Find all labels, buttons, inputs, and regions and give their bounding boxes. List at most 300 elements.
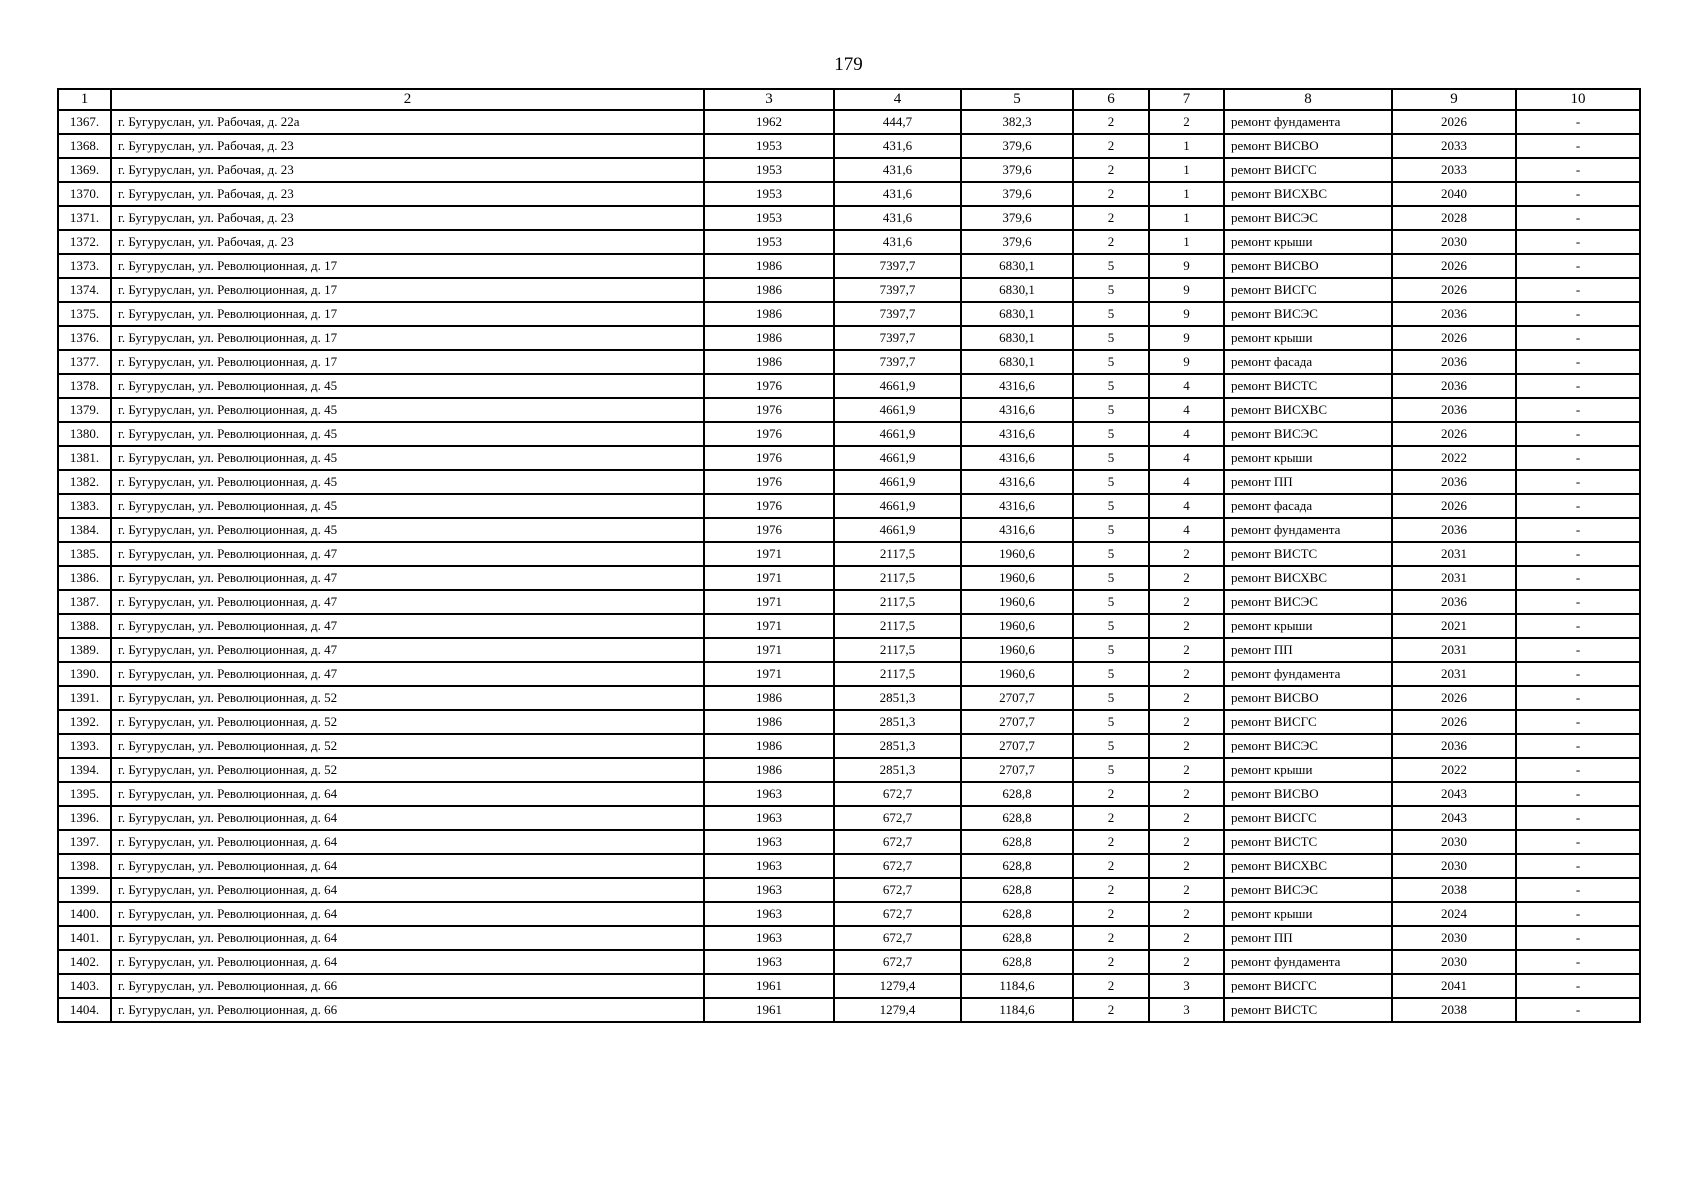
header-col-8: 8 bbox=[1224, 89, 1392, 110]
planned-year-cell: 2036 bbox=[1392, 398, 1516, 422]
address-cell: г. Бугуруслан, ул. Революционная, д. 47 bbox=[111, 662, 704, 686]
table-header-row bbox=[58, 89, 1640, 110]
planned-year-cell: 2028 bbox=[1392, 206, 1516, 230]
total-area-cell: 4661,9 bbox=[834, 422, 961, 446]
work-type-cell: ремонт крыши bbox=[1224, 902, 1392, 926]
header-col-7: 7 bbox=[1149, 89, 1224, 110]
floors-cell: 5 bbox=[1073, 662, 1149, 686]
address-cell: г. Бугуруслан, ул. Революционная, д. 66 bbox=[111, 974, 704, 998]
table-row bbox=[58, 350, 1640, 374]
build-year-cell: 1953 bbox=[704, 182, 834, 206]
planned-year-cell: 2026 bbox=[1392, 254, 1516, 278]
build-year-cell: 1963 bbox=[704, 902, 834, 926]
build-year-cell: 1971 bbox=[704, 566, 834, 590]
living-area-cell: 628,8 bbox=[961, 830, 1073, 854]
address-cell: г. Бугуруслан, ул. Рабочая, д. 23 bbox=[111, 134, 704, 158]
total-area-cell: 7397,7 bbox=[834, 278, 961, 302]
work-type-cell: ремонт ВИСГС bbox=[1224, 974, 1392, 998]
planned-year-cell: 2033 bbox=[1392, 134, 1516, 158]
work-type-cell: ремонт крыши bbox=[1224, 758, 1392, 782]
table-row bbox=[58, 470, 1640, 494]
floors-cell: 5 bbox=[1073, 422, 1149, 446]
entrances-cell: 2 bbox=[1149, 542, 1224, 566]
address-cell: г. Бугуруслан, ул. Революционная, д. 64 bbox=[111, 902, 704, 926]
floors-cell: 5 bbox=[1073, 638, 1149, 662]
table-row bbox=[58, 734, 1640, 758]
entrances-cell: 2 bbox=[1149, 686, 1224, 710]
row-number-cell: 1371. bbox=[58, 206, 111, 230]
build-year-cell: 1963 bbox=[704, 950, 834, 974]
floors-cell: 5 bbox=[1073, 278, 1149, 302]
note-cell: - bbox=[1516, 326, 1640, 350]
entrances-cell: 1 bbox=[1149, 230, 1224, 254]
living-area-cell: 2707,7 bbox=[961, 710, 1073, 734]
build-year-cell: 1986 bbox=[704, 758, 834, 782]
row-number-cell: 1404. bbox=[58, 998, 111, 1022]
address-cell: г. Бугуруслан, ул. Революционная, д. 52 bbox=[111, 734, 704, 758]
note-cell: - bbox=[1516, 734, 1640, 758]
work-type-cell: ремонт фундамента bbox=[1224, 110, 1392, 134]
table-body bbox=[58, 110, 1640, 1022]
floors-cell: 5 bbox=[1073, 614, 1149, 638]
living-area-cell: 4316,6 bbox=[961, 374, 1073, 398]
note-cell: - bbox=[1516, 878, 1640, 902]
row-number-cell: 1380. bbox=[58, 422, 111, 446]
planned-year-cell: 2036 bbox=[1392, 590, 1516, 614]
build-year-cell: 1963 bbox=[704, 830, 834, 854]
table-row bbox=[58, 566, 1640, 590]
work-type-cell: ремонт ВИСВО bbox=[1224, 134, 1392, 158]
total-area-cell: 2117,5 bbox=[834, 638, 961, 662]
entrances-cell: 4 bbox=[1149, 494, 1224, 518]
note-cell: - bbox=[1516, 662, 1640, 686]
address-cell: г. Бугуруслан, ул. Революционная, д. 64 bbox=[111, 878, 704, 902]
build-year-cell: 1963 bbox=[704, 878, 834, 902]
table-row bbox=[58, 854, 1640, 878]
row-number-cell: 1387. bbox=[58, 590, 111, 614]
address-cell: г. Бугуруслан, ул. Революционная, д. 47 bbox=[111, 542, 704, 566]
address-cell: г. Бугуруслан, ул. Революционная, д. 17 bbox=[111, 254, 704, 278]
table-row bbox=[58, 614, 1640, 638]
floors-cell: 2 bbox=[1073, 830, 1149, 854]
living-area-cell: 4316,6 bbox=[961, 494, 1073, 518]
address-cell: г. Бугуруслан, ул. Революционная, д. 45 bbox=[111, 374, 704, 398]
table-row bbox=[58, 182, 1640, 206]
row-number-cell: 1379. bbox=[58, 398, 111, 422]
floors-cell: 5 bbox=[1073, 590, 1149, 614]
living-area-cell: 1960,6 bbox=[961, 566, 1073, 590]
row-number-cell: 1395. bbox=[58, 782, 111, 806]
entrances-cell: 2 bbox=[1149, 878, 1224, 902]
build-year-cell: 1971 bbox=[704, 614, 834, 638]
table-row bbox=[58, 494, 1640, 518]
total-area-cell: 4661,9 bbox=[834, 398, 961, 422]
planned-year-cell: 2021 bbox=[1392, 614, 1516, 638]
work-type-cell: ремонт ВИСЭС bbox=[1224, 422, 1392, 446]
total-area-cell: 672,7 bbox=[834, 878, 961, 902]
planned-year-cell: 2031 bbox=[1392, 542, 1516, 566]
note-cell: - bbox=[1516, 590, 1640, 614]
planned-year-cell: 2038 bbox=[1392, 998, 1516, 1022]
living-area-cell: 379,6 bbox=[961, 182, 1073, 206]
entrances-cell: 4 bbox=[1149, 374, 1224, 398]
living-area-cell: 4316,6 bbox=[961, 398, 1073, 422]
build-year-cell: 1953 bbox=[704, 134, 834, 158]
planned-year-cell: 2022 bbox=[1392, 446, 1516, 470]
table-row bbox=[58, 542, 1640, 566]
row-number-cell: 1391. bbox=[58, 686, 111, 710]
total-area-cell: 4661,9 bbox=[834, 518, 961, 542]
planned-year-cell: 2043 bbox=[1392, 806, 1516, 830]
table-row bbox=[58, 134, 1640, 158]
planned-year-cell: 2036 bbox=[1392, 374, 1516, 398]
work-type-cell: ремонт ПП bbox=[1224, 926, 1392, 950]
total-area-cell: 7397,7 bbox=[834, 254, 961, 278]
entrances-cell: 4 bbox=[1149, 398, 1224, 422]
note-cell: - bbox=[1516, 278, 1640, 302]
planned-year-cell: 2033 bbox=[1392, 158, 1516, 182]
total-area-cell: 1279,4 bbox=[834, 974, 961, 998]
address-cell: г. Бугуруслан, ул. Революционная, д. 17 bbox=[111, 350, 704, 374]
work-type-cell: ремонт ВИСЭС bbox=[1224, 302, 1392, 326]
address-cell: г. Бугуруслан, ул. Революционная, д. 47 bbox=[111, 566, 704, 590]
work-type-cell: ремонт фасада bbox=[1224, 350, 1392, 374]
planned-year-cell: 2036 bbox=[1392, 302, 1516, 326]
build-year-cell: 1986 bbox=[704, 278, 834, 302]
floors-cell: 5 bbox=[1073, 542, 1149, 566]
note-cell: - bbox=[1516, 902, 1640, 926]
row-number-cell: 1385. bbox=[58, 542, 111, 566]
table-row bbox=[58, 974, 1640, 998]
planned-year-cell: 2026 bbox=[1392, 278, 1516, 302]
note-cell: - bbox=[1516, 710, 1640, 734]
work-type-cell: ремонт ВИСТС bbox=[1224, 542, 1392, 566]
table-row bbox=[58, 830, 1640, 854]
total-area-cell: 431,6 bbox=[834, 206, 961, 230]
note-cell: - bbox=[1516, 110, 1640, 134]
planned-year-cell: 2024 bbox=[1392, 902, 1516, 926]
work-type-cell: ремонт фундамента bbox=[1224, 518, 1392, 542]
entrances-cell: 4 bbox=[1149, 446, 1224, 470]
address-cell: г. Бугуруслан, ул. Революционная, д. 45 bbox=[111, 470, 704, 494]
work-type-cell: ремонт ВИСТС bbox=[1224, 830, 1392, 854]
work-type-cell: ремонт ВИСЭС bbox=[1224, 590, 1392, 614]
row-number-cell: 1402. bbox=[58, 950, 111, 974]
living-area-cell: 1184,6 bbox=[961, 998, 1073, 1022]
row-number-cell: 1373. bbox=[58, 254, 111, 278]
floors-cell: 2 bbox=[1073, 782, 1149, 806]
note-cell: - bbox=[1516, 446, 1640, 470]
address-cell: г. Бугуруслан, ул. Революционная, д. 52 bbox=[111, 686, 704, 710]
row-number-cell: 1389. bbox=[58, 638, 111, 662]
total-area-cell: 2851,3 bbox=[834, 686, 961, 710]
row-number-cell: 1393. bbox=[58, 734, 111, 758]
living-area-cell: 628,8 bbox=[961, 902, 1073, 926]
table-row bbox=[58, 230, 1640, 254]
work-type-cell: ремонт ВИСХВС bbox=[1224, 854, 1392, 878]
living-area-cell: 382,3 bbox=[961, 110, 1073, 134]
planned-year-cell: 2036 bbox=[1392, 350, 1516, 374]
row-number-cell: 1388. bbox=[58, 614, 111, 638]
work-type-cell: ремонт ВИСВО bbox=[1224, 254, 1392, 278]
work-type-cell: ремонт ВИСХВС bbox=[1224, 566, 1392, 590]
entrances-cell: 2 bbox=[1149, 638, 1224, 662]
work-type-cell: ремонт крыши bbox=[1224, 614, 1392, 638]
total-area-cell: 7397,7 bbox=[834, 326, 961, 350]
build-year-cell: 1986 bbox=[704, 710, 834, 734]
floors-cell: 2 bbox=[1073, 806, 1149, 830]
total-area-cell: 431,6 bbox=[834, 230, 961, 254]
floors-cell: 5 bbox=[1073, 566, 1149, 590]
build-year-cell: 1986 bbox=[704, 686, 834, 710]
note-cell: - bbox=[1516, 614, 1640, 638]
living-area-cell: 2707,7 bbox=[961, 686, 1073, 710]
total-area-cell: 431,6 bbox=[834, 134, 961, 158]
total-area-cell: 1279,4 bbox=[834, 998, 961, 1022]
planned-year-cell: 2026 bbox=[1392, 422, 1516, 446]
build-year-cell: 1976 bbox=[704, 470, 834, 494]
entrances-cell: 3 bbox=[1149, 998, 1224, 1022]
note-cell: - bbox=[1516, 374, 1640, 398]
planned-year-cell: 2022 bbox=[1392, 758, 1516, 782]
row-number-cell: 1383. bbox=[58, 494, 111, 518]
note-cell: - bbox=[1516, 518, 1640, 542]
floors-cell: 2 bbox=[1073, 878, 1149, 902]
planned-year-cell: 2043 bbox=[1392, 782, 1516, 806]
floors-cell: 2 bbox=[1073, 182, 1149, 206]
row-number-cell: 1400. bbox=[58, 902, 111, 926]
floors-cell: 2 bbox=[1073, 854, 1149, 878]
planned-year-cell: 2030 bbox=[1392, 230, 1516, 254]
table-row bbox=[58, 686, 1640, 710]
floors-cell: 5 bbox=[1073, 446, 1149, 470]
header-col-9: 9 bbox=[1392, 89, 1516, 110]
table-row bbox=[58, 446, 1640, 470]
note-cell: - bbox=[1516, 182, 1640, 206]
work-type-cell: ремонт фундамента bbox=[1224, 950, 1392, 974]
address-cell: г. Бугуруслан, ул. Революционная, д. 64 bbox=[111, 806, 704, 830]
build-year-cell: 1976 bbox=[704, 398, 834, 422]
total-area-cell: 2117,5 bbox=[834, 566, 961, 590]
entrances-cell: 9 bbox=[1149, 326, 1224, 350]
entrances-cell: 2 bbox=[1149, 950, 1224, 974]
total-area-cell: 431,6 bbox=[834, 182, 961, 206]
living-area-cell: 6830,1 bbox=[961, 278, 1073, 302]
planned-year-cell: 2036 bbox=[1392, 518, 1516, 542]
living-area-cell: 6830,1 bbox=[961, 302, 1073, 326]
floors-cell: 5 bbox=[1073, 518, 1149, 542]
address-cell: г. Бугуруслан, ул. Революционная, д. 47 bbox=[111, 638, 704, 662]
row-number-cell: 1403. bbox=[58, 974, 111, 998]
entrances-cell: 2 bbox=[1149, 902, 1224, 926]
note-cell: - bbox=[1516, 806, 1640, 830]
note-cell: - bbox=[1516, 350, 1640, 374]
total-area-cell: 672,7 bbox=[834, 902, 961, 926]
living-area-cell: 379,6 bbox=[961, 230, 1073, 254]
note-cell: - bbox=[1516, 542, 1640, 566]
floors-cell: 5 bbox=[1073, 254, 1149, 278]
work-type-cell: ремонт ВИСВО bbox=[1224, 782, 1392, 806]
total-area-cell: 7397,7 bbox=[834, 350, 961, 374]
build-year-cell: 1971 bbox=[704, 638, 834, 662]
table-row bbox=[58, 326, 1640, 350]
living-area-cell: 1960,6 bbox=[961, 614, 1073, 638]
entrances-cell: 4 bbox=[1149, 422, 1224, 446]
total-area-cell: 672,7 bbox=[834, 926, 961, 950]
row-number-cell: 1396. bbox=[58, 806, 111, 830]
address-cell: г. Бугуруслан, ул. Революционная, д. 17 bbox=[111, 326, 704, 350]
work-type-cell: ремонт крыши bbox=[1224, 326, 1392, 350]
entrances-cell: 2 bbox=[1149, 830, 1224, 854]
living-area-cell: 1960,6 bbox=[961, 662, 1073, 686]
table-row bbox=[58, 998, 1640, 1022]
planned-year-cell: 2038 bbox=[1392, 878, 1516, 902]
build-year-cell: 1953 bbox=[704, 230, 834, 254]
living-area-cell: 628,8 bbox=[961, 950, 1073, 974]
row-number-cell: 1375. bbox=[58, 302, 111, 326]
row-number-cell: 1378. bbox=[58, 374, 111, 398]
living-area-cell: 1960,6 bbox=[961, 638, 1073, 662]
table-row bbox=[58, 878, 1640, 902]
total-area-cell: 2851,3 bbox=[834, 710, 961, 734]
floors-cell: 5 bbox=[1073, 302, 1149, 326]
planned-year-cell: 2030 bbox=[1392, 830, 1516, 854]
planned-year-cell: 2031 bbox=[1392, 566, 1516, 590]
build-year-cell: 1963 bbox=[704, 806, 834, 830]
entrances-cell: 1 bbox=[1149, 134, 1224, 158]
address-cell: г. Бугуруслан, ул. Рабочая, д. 23 bbox=[111, 206, 704, 230]
build-year-cell: 1986 bbox=[704, 350, 834, 374]
total-area-cell: 4661,9 bbox=[834, 494, 961, 518]
work-type-cell: ремонт ВИСТС bbox=[1224, 374, 1392, 398]
entrances-cell: 9 bbox=[1149, 278, 1224, 302]
address-cell: г. Бугуруслан, ул. Революционная, д. 45 bbox=[111, 494, 704, 518]
living-area-cell: 1184,6 bbox=[961, 974, 1073, 998]
work-type-cell: ремонт ВИСГС bbox=[1224, 710, 1392, 734]
note-cell: - bbox=[1516, 230, 1640, 254]
row-number-cell: 1392. bbox=[58, 710, 111, 734]
work-type-cell: ремонт ВИСТС bbox=[1224, 998, 1392, 1022]
build-year-cell: 1976 bbox=[704, 374, 834, 398]
row-number-cell: 1370. bbox=[58, 182, 111, 206]
row-number-cell: 1376. bbox=[58, 326, 111, 350]
page-number: 179 bbox=[834, 54, 863, 75]
build-year-cell: 1976 bbox=[704, 422, 834, 446]
address-cell: г. Бугуруслан, ул. Рабочая, д. 23 bbox=[111, 230, 704, 254]
entrances-cell: 9 bbox=[1149, 254, 1224, 278]
table-row bbox=[58, 806, 1640, 830]
row-number-cell: 1382. bbox=[58, 470, 111, 494]
entrances-cell: 2 bbox=[1149, 926, 1224, 950]
note-cell: - bbox=[1516, 638, 1640, 662]
floors-cell: 2 bbox=[1073, 998, 1149, 1022]
work-type-cell: ремонт ПП bbox=[1224, 470, 1392, 494]
header-col-2: 2 bbox=[111, 89, 704, 110]
address-cell: г. Бугуруслан, ул. Рабочая, д. 23 bbox=[111, 158, 704, 182]
address-cell: г. Бугуруслан, ул. Революционная, д. 47 bbox=[111, 590, 704, 614]
work-type-cell: ремонт ВИСЭС bbox=[1224, 206, 1392, 230]
floors-cell: 5 bbox=[1073, 686, 1149, 710]
header-col-10: 10 bbox=[1516, 89, 1640, 110]
floors-cell: 5 bbox=[1073, 734, 1149, 758]
entrances-cell: 2 bbox=[1149, 854, 1224, 878]
total-area-cell: 672,7 bbox=[834, 782, 961, 806]
planned-year-cell: 2040 bbox=[1392, 182, 1516, 206]
row-number-cell: 1399. bbox=[58, 878, 111, 902]
header-col-1: 1 bbox=[58, 89, 111, 110]
note-cell: - bbox=[1516, 782, 1640, 806]
build-year-cell: 1963 bbox=[704, 926, 834, 950]
entrances-cell: 2 bbox=[1149, 110, 1224, 134]
floors-cell: 5 bbox=[1073, 758, 1149, 782]
planned-year-cell: 2026 bbox=[1392, 686, 1516, 710]
table-row bbox=[58, 398, 1640, 422]
row-number-cell: 1398. bbox=[58, 854, 111, 878]
row-number-cell: 1377. bbox=[58, 350, 111, 374]
note-cell: - bbox=[1516, 830, 1640, 854]
floors-cell: 5 bbox=[1073, 326, 1149, 350]
entrances-cell: 1 bbox=[1149, 182, 1224, 206]
repair-registry-table bbox=[57, 88, 1641, 1023]
entrances-cell: 2 bbox=[1149, 782, 1224, 806]
floors-cell: 2 bbox=[1073, 902, 1149, 926]
address-cell: г. Бугуруслан, ул. Революционная, д. 45 bbox=[111, 446, 704, 470]
table-row bbox=[58, 950, 1640, 974]
build-year-cell: 1971 bbox=[704, 590, 834, 614]
table-row bbox=[58, 590, 1640, 614]
build-year-cell: 1963 bbox=[704, 782, 834, 806]
entrances-cell: 2 bbox=[1149, 590, 1224, 614]
floors-cell: 2 bbox=[1073, 158, 1149, 182]
floors-cell: 5 bbox=[1073, 398, 1149, 422]
note-cell: - bbox=[1516, 158, 1640, 182]
floors-cell: 2 bbox=[1073, 950, 1149, 974]
row-number-cell: 1386. bbox=[58, 566, 111, 590]
living-area-cell: 628,8 bbox=[961, 806, 1073, 830]
build-year-cell: 1976 bbox=[704, 446, 834, 470]
work-type-cell: ремонт ВИСГС bbox=[1224, 806, 1392, 830]
entrances-cell: 2 bbox=[1149, 758, 1224, 782]
address-cell: г. Бугуруслан, ул. Революционная, д. 64 bbox=[111, 830, 704, 854]
build-year-cell: 1963 bbox=[704, 854, 834, 878]
row-number-cell: 1372. bbox=[58, 230, 111, 254]
work-type-cell: ремонт фундамента bbox=[1224, 662, 1392, 686]
work-type-cell: ремонт ВИСЭС bbox=[1224, 878, 1392, 902]
address-cell: г. Бугуруслан, ул. Революционная, д. 45 bbox=[111, 518, 704, 542]
table-row bbox=[58, 110, 1640, 134]
header-col-4: 4 bbox=[834, 89, 961, 110]
planned-year-cell: 2030 bbox=[1392, 950, 1516, 974]
living-area-cell: 4316,6 bbox=[961, 422, 1073, 446]
entrances-cell: 4 bbox=[1149, 470, 1224, 494]
table-row bbox=[58, 902, 1640, 926]
table-row bbox=[58, 710, 1640, 734]
build-year-cell: 1962 bbox=[704, 110, 834, 134]
row-number-cell: 1369. bbox=[58, 158, 111, 182]
living-area-cell: 379,6 bbox=[961, 206, 1073, 230]
table-row bbox=[58, 518, 1640, 542]
floors-cell: 2 bbox=[1073, 110, 1149, 134]
build-year-cell: 1961 bbox=[704, 998, 834, 1022]
total-area-cell: 4661,9 bbox=[834, 446, 961, 470]
planned-year-cell: 2026 bbox=[1392, 494, 1516, 518]
address-cell: г. Бугуруслан, ул. Революционная, д. 52 bbox=[111, 758, 704, 782]
floors-cell: 5 bbox=[1073, 710, 1149, 734]
living-area-cell: 2707,7 bbox=[961, 758, 1073, 782]
entrances-cell: 3 bbox=[1149, 974, 1224, 998]
row-number-cell: 1384. bbox=[58, 518, 111, 542]
build-year-cell: 1986 bbox=[704, 734, 834, 758]
